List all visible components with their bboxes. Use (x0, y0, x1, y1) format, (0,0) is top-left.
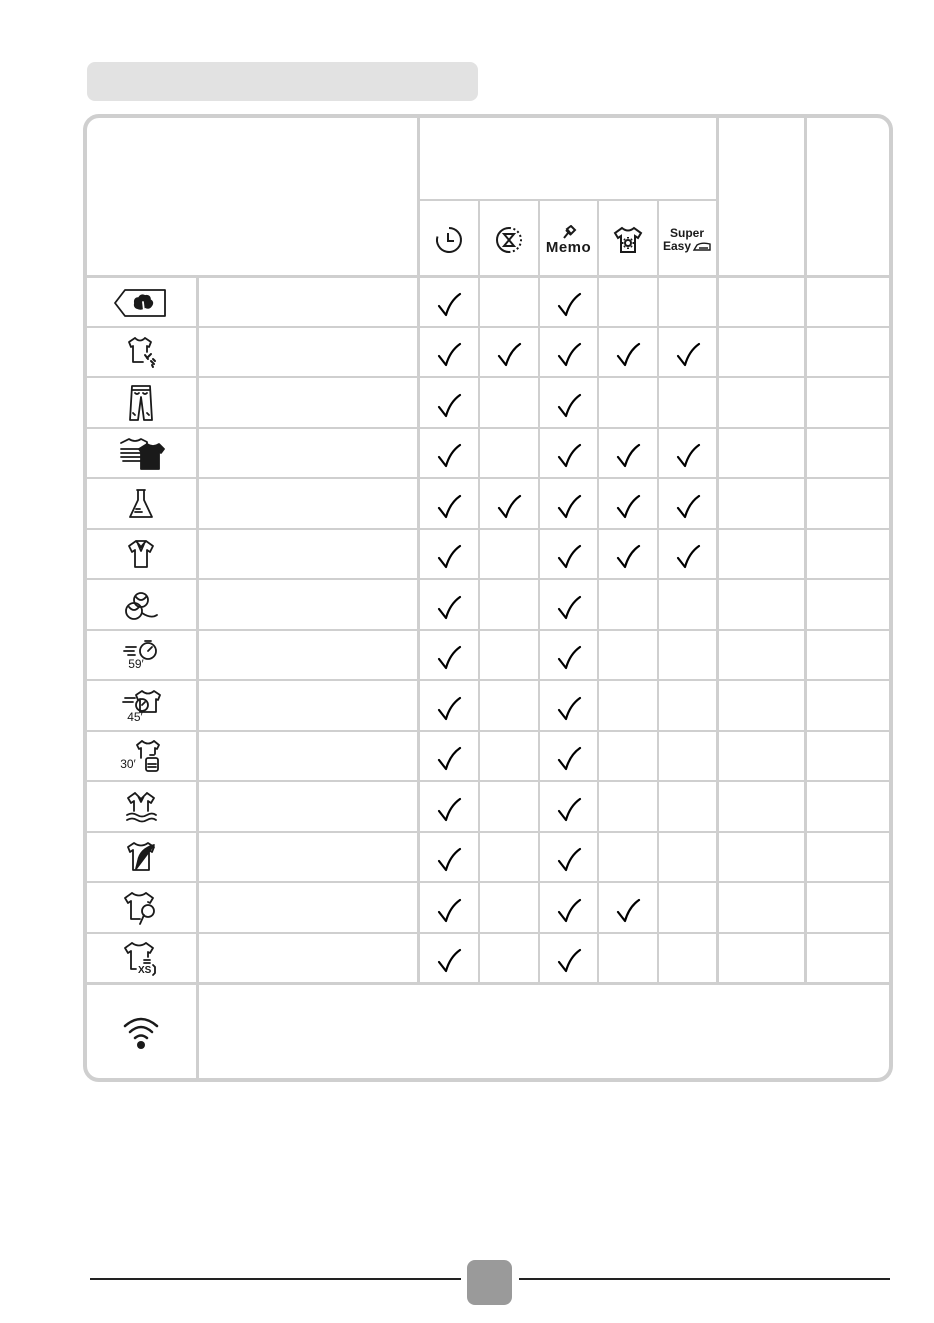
check-mark-icon (599, 330, 657, 381)
rapid-shirt-icon (86, 681, 196, 730)
flask-hygiene-icon (86, 479, 196, 528)
check-mark-icon (599, 885, 657, 936)
wifi-row-top-rule (86, 982, 890, 985)
synthetic-shirt-icon (86, 530, 196, 578)
check-mark-icon (420, 380, 478, 431)
rapid-timer-caption: 59′ (128, 657, 144, 671)
check-mark-icon (540, 633, 597, 684)
check-mark-icon (599, 481, 657, 532)
delay-start-clock-icon (420, 220, 478, 260)
check-mark-icon (420, 835, 478, 886)
check-mark-icon (420, 431, 478, 482)
divider-label-col (196, 277, 199, 1079)
memo-label: Memo (545, 238, 592, 256)
row-divider (86, 427, 890, 429)
jeans-icon (86, 378, 196, 427)
row-divider (86, 629, 890, 631)
row-divider (86, 477, 890, 479)
check-mark-icon (420, 481, 478, 532)
divider-col-4 (597, 200, 599, 983)
check-mark-icon (540, 835, 597, 886)
divider-options-end (716, 117, 719, 983)
super-easy-iron-icon (659, 222, 716, 258)
perfumed-shirt-caption: 30′ (120, 757, 136, 771)
check-mark-icon (480, 330, 538, 381)
check-mark-icon (659, 481, 716, 532)
footer-rule-right (519, 1278, 890, 1280)
mixed-sparkle-shirt-icon (86, 328, 196, 376)
row-divider (86, 932, 890, 934)
footer-rule-left (90, 1278, 461, 1280)
wifi-icon (86, 985, 196, 1079)
row-divider (86, 679, 890, 681)
check-mark-icon (420, 633, 478, 684)
row-divider (86, 326, 890, 328)
check-mark-icon (480, 481, 538, 532)
check-mark-icon (599, 532, 657, 583)
check-mark-icon (659, 532, 716, 583)
header-bottom-rule (86, 275, 890, 278)
check-mark-icon (659, 431, 716, 482)
row-divider (86, 578, 890, 580)
cotton-tag-icon (86, 279, 196, 326)
check-mark-icon (420, 936, 478, 987)
section-title-bar (87, 62, 478, 101)
check-mark-icon (540, 380, 597, 431)
check-mark-icon (540, 330, 597, 381)
super-easy-label-1: Super (669, 226, 704, 240)
divider-col-7 (804, 117, 807, 983)
memo-icon (540, 222, 597, 258)
time-saver-icon (480, 220, 538, 260)
check-mark-icon (659, 330, 716, 381)
row-divider (86, 780, 890, 782)
wool-yarn-icon (86, 580, 196, 629)
row-divider (86, 730, 890, 732)
divider-col-5 (657, 200, 659, 983)
colours-stack-icon (86, 429, 196, 477)
rapid-timer-icon (86, 631, 196, 679)
check-mark-icon (599, 431, 657, 482)
divider-options-header (419, 199, 717, 201)
check-mark-icon (540, 734, 597, 785)
row-divider (86, 881, 890, 883)
check-mark-icon (420, 330, 478, 381)
check-mark-icon (420, 734, 478, 785)
check-mark-icon (540, 279, 597, 330)
perfumed-shirt-icon (86, 732, 196, 780)
check-mark-icon (420, 784, 478, 835)
super-easy-label-2: Easy (662, 239, 692, 253)
check-mark-icon (420, 532, 478, 583)
check-mark-icon (540, 683, 597, 734)
check-mark-icon (420, 683, 478, 734)
row-divider (86, 831, 890, 833)
check-mark-icon (540, 532, 597, 583)
sport-shirt-icon (86, 883, 196, 932)
rapid-shirt-caption: 45′ (127, 709, 143, 724)
check-mark-icon (540, 431, 597, 482)
check-mark-icon (540, 582, 597, 633)
rinse-shirt-icon (86, 782, 196, 831)
check-mark-icon (540, 885, 597, 936)
small-load-shirt-icon (86, 934, 196, 982)
divider-col-2 (478, 200, 480, 983)
stain-care-shirt-icon (599, 220, 657, 260)
check-mark-icon (540, 784, 597, 835)
delicates-feather-icon (86, 833, 196, 881)
check-mark-icon (540, 936, 597, 987)
svg-text:XS: XS (138, 965, 152, 976)
page-number-badge (467, 1260, 512, 1305)
check-mark-icon (420, 582, 478, 633)
check-mark-icon (420, 885, 478, 936)
check-mark-icon (420, 279, 478, 330)
check-mark-icon (540, 481, 597, 532)
